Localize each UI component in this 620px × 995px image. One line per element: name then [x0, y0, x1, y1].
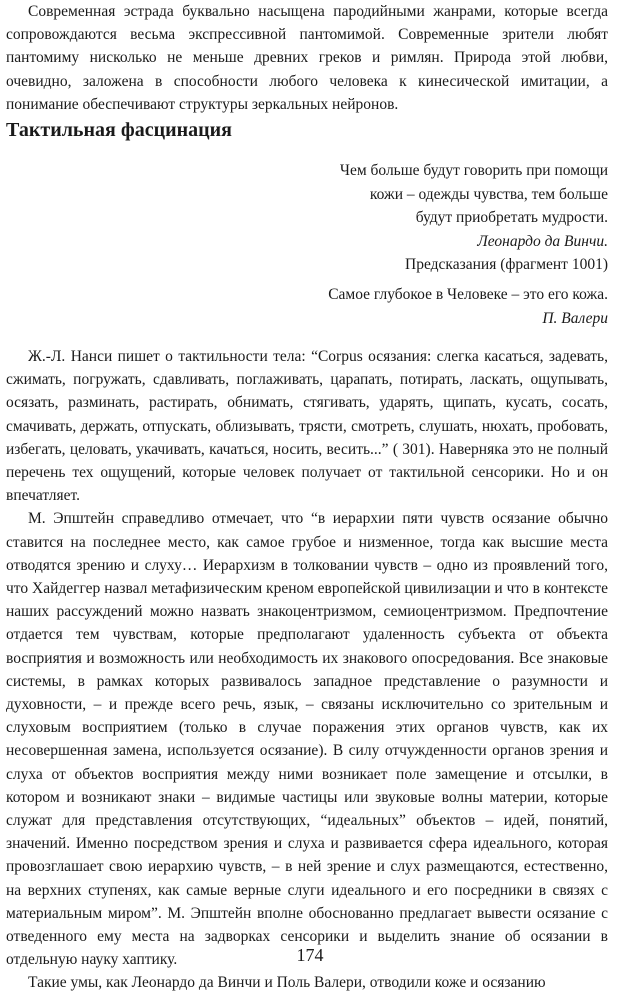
epigraph-valery [328, 283, 608, 330]
epigraph-line: Чем больше будут говорить при помощи [339, 162, 608, 179]
body-text [6, 345, 608, 995]
section-heading: Тактильная фасцинация [6, 119, 233, 141]
body-paragraph: М. Эпштейн справедливо отмечает, что “в иерархии пяти чувств осязание обычно ставится на последнее место, как самое грубое и низменное, тогда как высшие места отводятся зрению и слуху… Иерархизм в толковании чувств – одно из проявлений того, что Хайдеггер назвал метафизическим креном европейской цивилизации и что в контексте наших рассуждений можно назвать знакоцентризмом, семиоцентризмом. Предпочтение отдается тем чувствам, которые предполагают удаленность субъекта от объекта восприятия и возможность или необходимость их знакового опосредования. Все знаковые системы, в рамках которых развивалось западное представление о разумности и духовности, – и прежде всего речь, язык, – связаны исключительно со зрительным и слуховым восприятием (только в случае поражения этих органов чувств, как их несовершенная замена, используется осязание). В силу отчужденности органов зрения и слуха от объектов восприятия между ними возникает поле замещение и отсылки, в котором и возникают знаки – видимые частицы или звуковые волны материи, которые служат для представления отсутствующих, “идеальных” объектов – идей, понятий, значений. Именно посредством зрения и слуха и развивается сфера идеального, которая провозглашает свою иерархию чувств, – в ней зрение и слух размещаются, естественно, на верхних ступенях, как самые верные слуги идеального и его посредники в связях с материальным миром”. М. Эпштейн вполне обоснованно предлагает вывести осязание с отведенного ему места на задворках сенсорики и выделить знание об осязании в отдельную науку хаптику. [6, 510, 608, 969]
body-paragraph: Такие умы, как Леонардо да Винчи и Поль Валери, отводили коже и осязанию [28, 974, 546, 992]
epigraph-author: П. Валери [542, 309, 608, 327]
epigraph-line: кожи – одежды чувства, тем больше [369, 185, 608, 203]
body-paragraph: Ж.-Л. Нанси пишет о тактильности тела: “Corpus осязания: слегка касаться, задевать, сжимать, погружать, сдавливать, поглаживать, царапать, потирать, ласкать, ощупывать, осязать, разминать, растирать, обнимать, стягивать, ударять, щипать, кусать, сосать, смачивать, держать, отпускать, облизывать, трясти, смотреть, слушать, нюхать, пробовать, избегать, целовать, укачивать, качаться, носить, весить...” ( 301). Наверняка это не полный перечень тех ощущений, которые человек получает от тактильной сенсорики. Но и он впечатляет. [6, 348, 608, 505]
intro-paragraph: Современная эстрада буквально насыщена пародийными жанрами, которые всегда сопровождаются весьма экспрессивной пантомимой. Современные зрители любят пантомиму нисколько не меньше древних греков и римлян. Природа этой любви, очевидно, заложена в способности любого человека к кинесической имитации, а понимание обеспечивают структуры зеркальных нейронов. [6, 3, 608, 113]
epigraph-leonardo [340, 159, 608, 277]
epigraph-line: Самое глубокое в Человеке – это его кожа. [328, 286, 608, 303]
epigraph-author: Леонардо да Винчи. [477, 232, 608, 250]
epigraph-source: Предсказания (фрагмент 1001) [405, 256, 608, 273]
page-number: 174 [296, 945, 324, 965]
epigraph-line: будут приобретать мудрости. [415, 209, 608, 226]
